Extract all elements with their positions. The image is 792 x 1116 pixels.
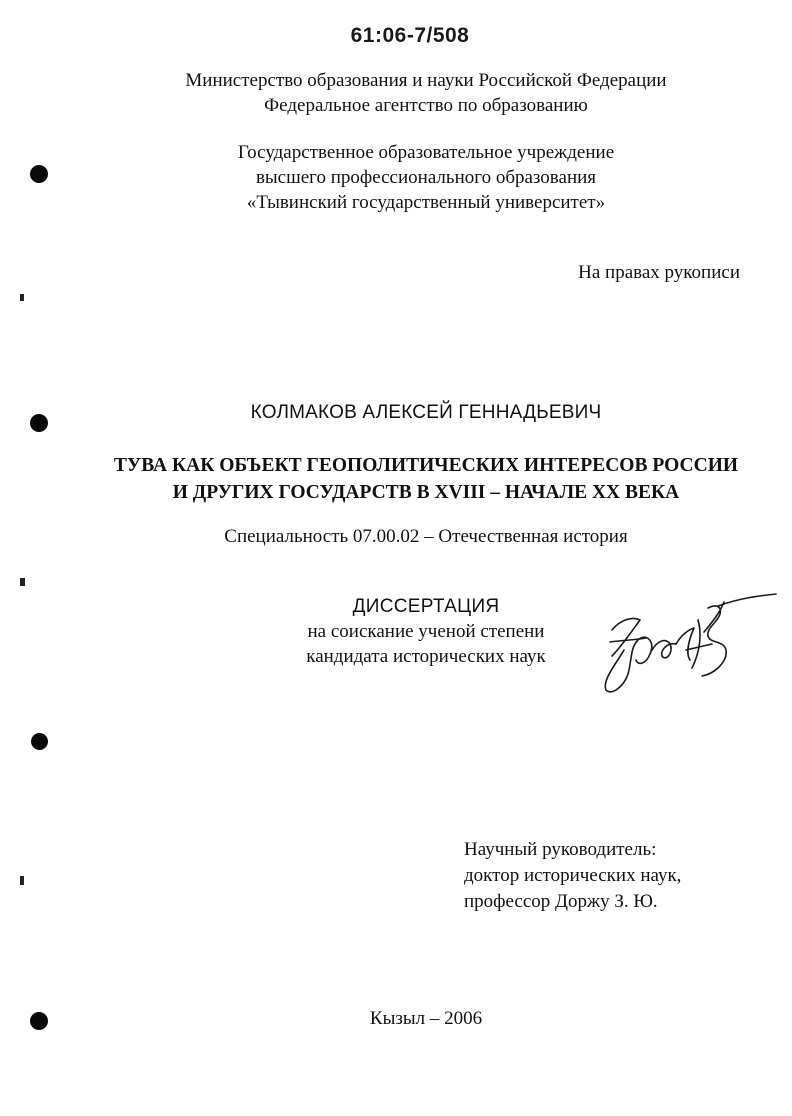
binding-hole [30,1012,48,1030]
degree-line-1: на соискание ученой степени [307,621,545,642]
scan-mark [20,876,24,885]
signature-icon [590,590,780,700]
city-year: Кызыл – 2006 [369,1008,483,1029]
supervisor-block [464,837,784,915]
ministry-block [120,68,732,118]
archive-code: 61:06-7/508 [350,24,470,47]
binding-hole [31,733,48,750]
binding-hole [30,165,48,183]
institution-block [120,140,732,215]
title-line-1: ТУВА КАК ОБЪЕКТ ГЕОПОЛИТИЧЕСКИХ ИНТЕРЕСОВ РОССИИ [113,455,739,476]
supervisor-name: профессор Доржу З. Ю. [464,891,658,912]
dissertation-title [60,452,792,506]
specialty: Специальность 07.00.02 – Отечественная история [224,526,628,547]
supervisor-degree: доктор исторических наук, [464,865,682,886]
supervisor-label: Научный руководитель: [464,839,657,860]
author-name: КОЛМАКОВ АЛЕКСЕЙ ГЕННАДЬЕВИЧ [250,402,602,423]
title-line-2: И ДРУГИХ ГОСУДАРСТВ В XVIII – НАЧАЛЕ XX ВЕКА [172,482,680,503]
manuscript-note: На правах рукописи [578,262,740,283]
institution-line-1: Государственное образовательное учреждение [237,142,615,163]
institution-line-3: «Тывинский государственный университет» [246,192,606,213]
dissertation-block [200,594,652,669]
degree-line-2: кандидата исторических наук [306,646,546,667]
dissertation-heading: ДИССЕРТАЦИЯ [352,596,500,617]
binding-hole [30,414,48,432]
ministry-name: Министерство образования и науки Российской Федерации [185,70,667,91]
scan-mark [20,294,24,301]
agency-name: Федеральное агентство по образованию [264,95,588,116]
scan-mark [20,578,25,586]
institution-line-2: высшего профессионального образования [255,167,597,188]
